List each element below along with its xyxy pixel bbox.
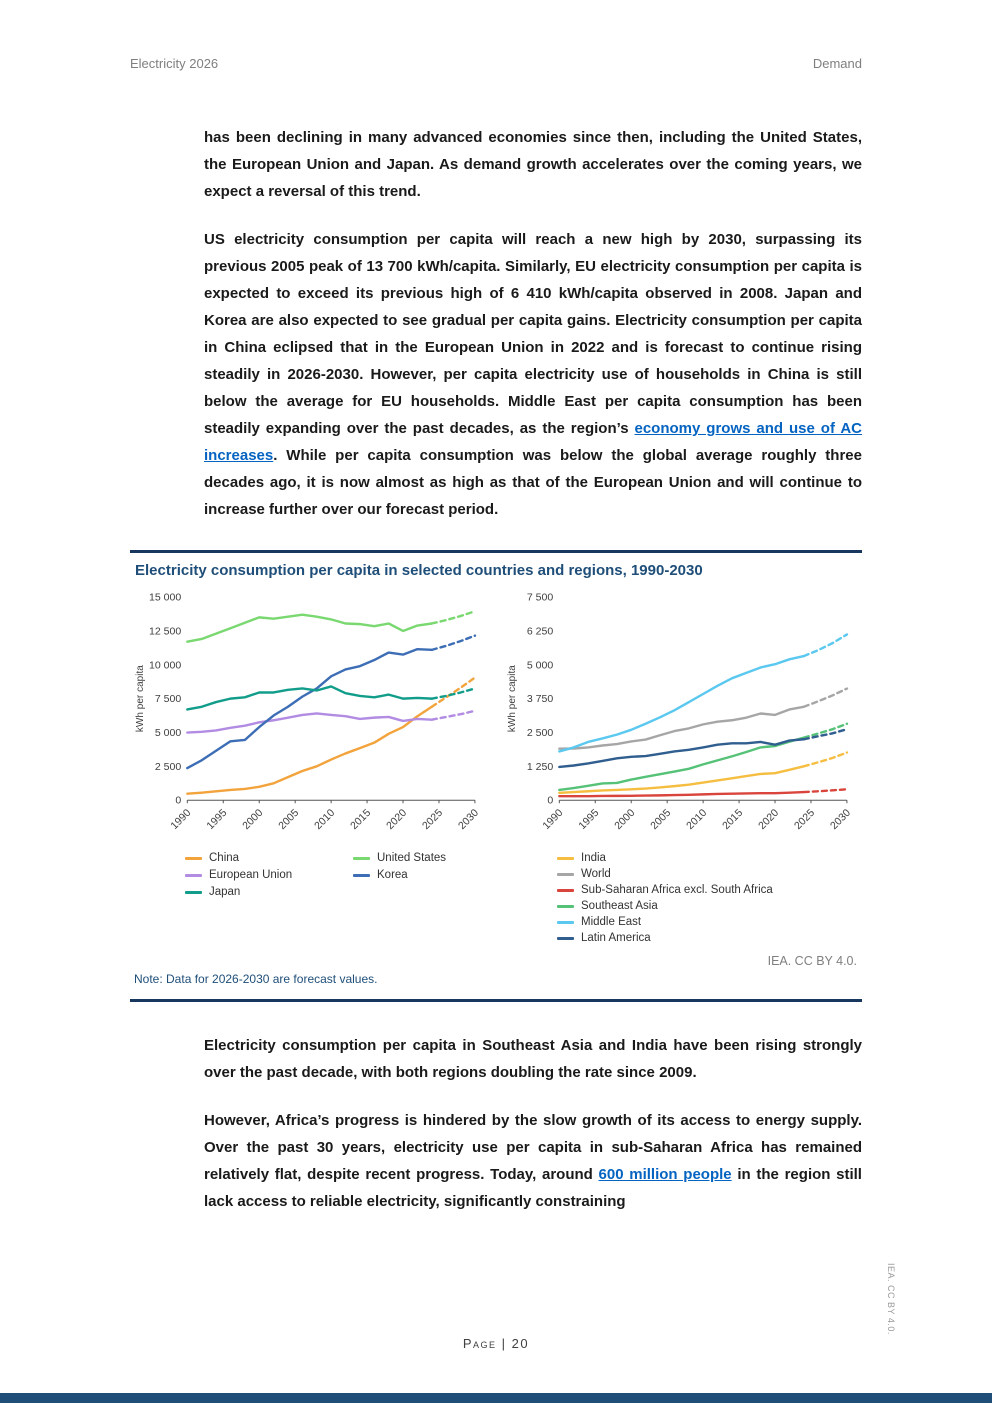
series-line-forecast	[804, 753, 847, 767]
legend-label: India	[581, 852, 606, 865]
paragraph-1: has been declining in many advanced economies since then, including the United States, the European Union and Japan. As demand growth accelerates over the coming years, we expect a reversal of this trend.	[204, 129, 862, 200]
svg-text:7 500: 7 500	[154, 693, 182, 706]
legend-item-sub-saharan-africa-excl-south-africa	[557, 884, 859, 896]
series-line-history	[187, 615, 431, 642]
paragraph-4	[204, 1107, 862, 1215]
legend-item-southeast-asia	[557, 900, 859, 912]
svg-text:7 500: 7 500	[526, 591, 554, 604]
chart-left-canvas	[133, 587, 487, 850]
paragraph-4-text-before: However, Africa’s progress is hindered by the slow growth of its access to energy supply. Over the past 30 years, electricity use per capita in sub-Saharan Africa has remained relatively flat, despite recent progress. Today, around	[204, 1112, 862, 1184]
legend-item-japan	[185, 886, 353, 898]
legend-label: European Union	[209, 869, 293, 882]
svg-text:12 500: 12 500	[149, 625, 182, 638]
legend-swatch	[353, 874, 370, 877]
y-axis-label: kWh per capita	[507, 665, 519, 733]
page-number-label: Page | 20	[462, 1336, 530, 1351]
chart-left-legend	[185, 852, 487, 898]
legend-swatch	[557, 857, 574, 860]
legend-label: China	[209, 852, 240, 865]
legend-swatch	[557, 937, 574, 940]
figure-attribution: IEA. CC BY 4.0.	[767, 954, 857, 969]
series-line-forecast	[432, 688, 475, 698]
line-chart	[505, 587, 859, 850]
running-header-title: Electricity 2026	[130, 56, 219, 71]
legend-label: Latin America	[581, 932, 651, 945]
legend-item-latin-america	[557, 932, 859, 944]
legend-item-india	[557, 852, 859, 864]
svg-text:1990: 1990	[540, 806, 566, 832]
svg-text:2030: 2030	[827, 806, 854, 832]
legend-label: United States	[377, 852, 447, 865]
side-attribution: IEA. CC BY 4.0.	[886, 1263, 896, 1335]
legend-item-world	[557, 868, 859, 880]
legend-swatch	[353, 857, 370, 860]
legend-item-united-states	[353, 852, 487, 864]
page-header	[130, 56, 862, 71]
figure	[130, 550, 862, 1002]
svg-text:2025: 2025	[420, 806, 446, 832]
legend-item-china	[185, 852, 353, 864]
svg-text:2015: 2015	[720, 806, 746, 832]
legend-label: Sub-Saharan Africa excl. South Africa	[581, 884, 773, 897]
svg-text:2020: 2020	[756, 806, 782, 832]
svg-text:2030: 2030	[455, 806, 482, 832]
svg-text:1 250: 1 250	[526, 760, 554, 773]
svg-text:2010: 2010	[312, 806, 338, 832]
svg-text:0: 0	[547, 794, 554, 807]
svg-text:0: 0	[175, 794, 182, 807]
svg-text:1990: 1990	[168, 806, 194, 832]
series-line-forecast	[432, 678, 475, 707]
legend-item-european-union	[185, 869, 353, 881]
page-content	[130, 124, 862, 1236]
svg-text:3 750: 3 750	[526, 693, 554, 706]
series-line-forecast	[804, 689, 847, 707]
svg-text:5 000: 5 000	[526, 659, 554, 672]
paragraph-4-text-after: in the region still lack access to reliable electricity, significantly constraining	[204, 1166, 862, 1211]
page-number	[0, 1336, 992, 1351]
chart-left-block	[133, 587, 487, 944]
series-line-forecast	[432, 711, 475, 720]
svg-text:1995: 1995	[204, 806, 230, 832]
line-chart	[133, 587, 487, 850]
svg-text:2010: 2010	[684, 806, 710, 832]
series-line-forecast	[432, 636, 475, 650]
figure-note: Note: Data for 2026-2030 are forecast values.	[134, 972, 378, 987]
charts-row	[133, 587, 859, 944]
svg-text:2005: 2005	[648, 806, 674, 832]
chart-right-block	[505, 587, 859, 944]
svg-text:6 250: 6 250	[526, 625, 554, 638]
paragraph-2-text-after: . While per capita consumption was below the global average roughly three decades ago, it is now almost as high as that of the European Union and will continue to increase further over our forecast period.	[204, 447, 862, 518]
svg-text:2 500: 2 500	[154, 760, 182, 773]
legend-item-middle-east	[557, 916, 859, 928]
svg-text:2000: 2000	[612, 806, 638, 832]
legend-label: Japan	[209, 886, 241, 899]
six-hundred-million-people-link[interactable]: 600 million people	[598, 1166, 732, 1184]
svg-text:5 000: 5 000	[154, 727, 182, 740]
legend-item-korea	[353, 869, 487, 881]
bottom-accent-bar	[0, 1393, 992, 1403]
paragraph-3: Electricity consumption per capita in Southeast Asia and India have been rising strongly over the past decade, with both regions doubling the rate since 2009.	[204, 1037, 862, 1082]
legend-label: Middle East	[581, 916, 642, 929]
series-line-forecast	[804, 789, 847, 792]
legend-swatch	[557, 921, 574, 924]
paragraph-2	[204, 226, 862, 523]
legend-swatch	[185, 874, 202, 877]
svg-text:2005: 2005	[276, 806, 302, 832]
series-line-history	[559, 792, 803, 796]
svg-text:10 000: 10 000	[149, 659, 182, 672]
series-line-history	[187, 686, 431, 709]
legend-label: Southeast Asia	[581, 900, 658, 913]
legend-swatch	[185, 857, 202, 860]
series-line-history	[559, 656, 803, 751]
legend-label: Korea	[377, 869, 408, 882]
legend-swatch	[557, 889, 574, 892]
svg-text:2 500: 2 500	[526, 727, 554, 740]
y-axis-label: kWh per capita	[135, 665, 147, 733]
series-line-forecast	[804, 634, 847, 656]
svg-text:15 000: 15 000	[149, 591, 182, 604]
running-header-section: Demand	[812, 56, 862, 71]
svg-text:2000: 2000	[240, 806, 266, 832]
legend-label: World	[581, 868, 611, 881]
svg-text:2020: 2020	[384, 806, 410, 832]
chart-right-legend	[557, 852, 859, 944]
series-line-history	[559, 739, 803, 767]
svg-text:1995: 1995	[576, 806, 602, 832]
chart-right-canvas	[505, 587, 859, 850]
legend-swatch	[557, 873, 574, 876]
series-line-forecast	[432, 611, 475, 623]
figure-title: Electricity consumption per capita in selected countries and regions, 1990-2030	[135, 562, 703, 579]
legend-swatch	[557, 905, 574, 908]
svg-text:2015: 2015	[348, 806, 374, 832]
svg-text:2025: 2025	[792, 806, 818, 832]
economy-ac-increases-link[interactable]: economy grows and use of AC increases	[204, 420, 862, 464]
paragraph-2-text-before: US electricity consumption per capita will reach a new high by 2030, surpassing its previous 2005 peak of 13 700 kWh/capita. Similarly, EU electricity consumption per capita is expected to exceed its previous high of 6 410 kWh/capita observed in 2008. Japan and Korea are also expected to see gradual per capita gains. Electricity consumption per capita in China eclipsed that in the European Union in 2022 and is forecast to continue rising steadily in 2026-2030. However, per capita electricity use of households in China is still below the average for EU households. Middle East per capita consumption has been steadily expanding over the past decades, as the region’s	[204, 231, 862, 437]
legend-swatch	[185, 891, 202, 894]
series-line-history	[187, 649, 431, 768]
